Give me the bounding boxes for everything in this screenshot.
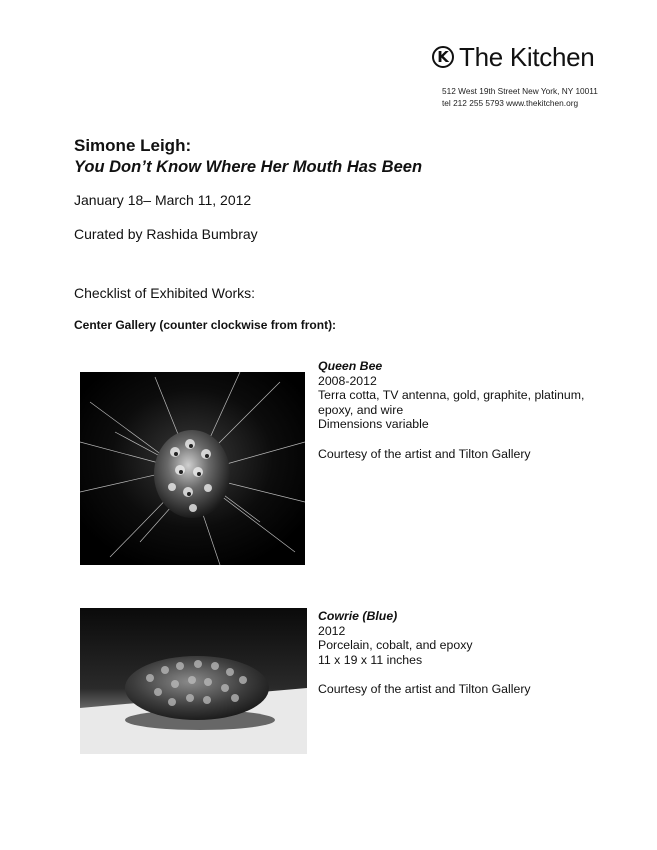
artwork-year: 2008-2012 [318,373,377,388]
org-address: 512 West 19th Street New York, NY 10011 [442,86,598,96]
artwork-title: Queen Bee [318,359,383,373]
queen-bee-sculpture-illustration [80,372,305,565]
exhibition-dates: January 18– March 11, 2012 [74,192,252,208]
artwork-entry-cowrie-blue [318,609,618,697]
artwork-credit: Courtesy of the artist and Tilton Gallery [318,681,531,696]
queen-bee-artwork-photo [80,372,305,565]
org-contact: tel 212 255 5793 www.thekitchen.org [442,98,579,108]
kitchen-logo-mark: K [432,46,454,68]
gallery-heading: Center Gallery (counter clockwise from front): [74,318,337,332]
exhibition-title: You Don’t Know Where Her Mouth Has Been [74,158,423,176]
artwork-entry-queen-bee [318,359,618,461]
artwork-title: Cowrie (Blue) [318,609,398,623]
cowrie-blue-artwork-photo [80,608,307,754]
artwork-year: 2012 [318,623,346,638]
artwork-credit: Courtesy of the artist and Tilton Gallery [318,446,531,461]
artwork-medium: Porcelain, cobalt, and epoxy [318,638,473,653]
kitchen-logo [432,44,594,70]
artwork-dimensions: Dimensions variable [318,417,429,432]
cowrie-sculpture-illustration [80,608,307,754]
artist-name: Simone Leigh: [74,136,192,155]
artwork-medium: Terra cotta, TV antenna, gold, graphite, platinum, [318,388,585,403]
org-name: The Kitchen [459,42,595,72]
curator-credit: Curated by Rashida Bumbray [74,226,258,242]
artwork-medium-continued: epoxy, and wire [318,402,404,417]
checklist-heading: Checklist of Exhibited Works: [74,285,256,301]
org-address-block [442,85,598,109]
artwork-dimensions: 11 x 19 x 11 inches [318,652,423,667]
